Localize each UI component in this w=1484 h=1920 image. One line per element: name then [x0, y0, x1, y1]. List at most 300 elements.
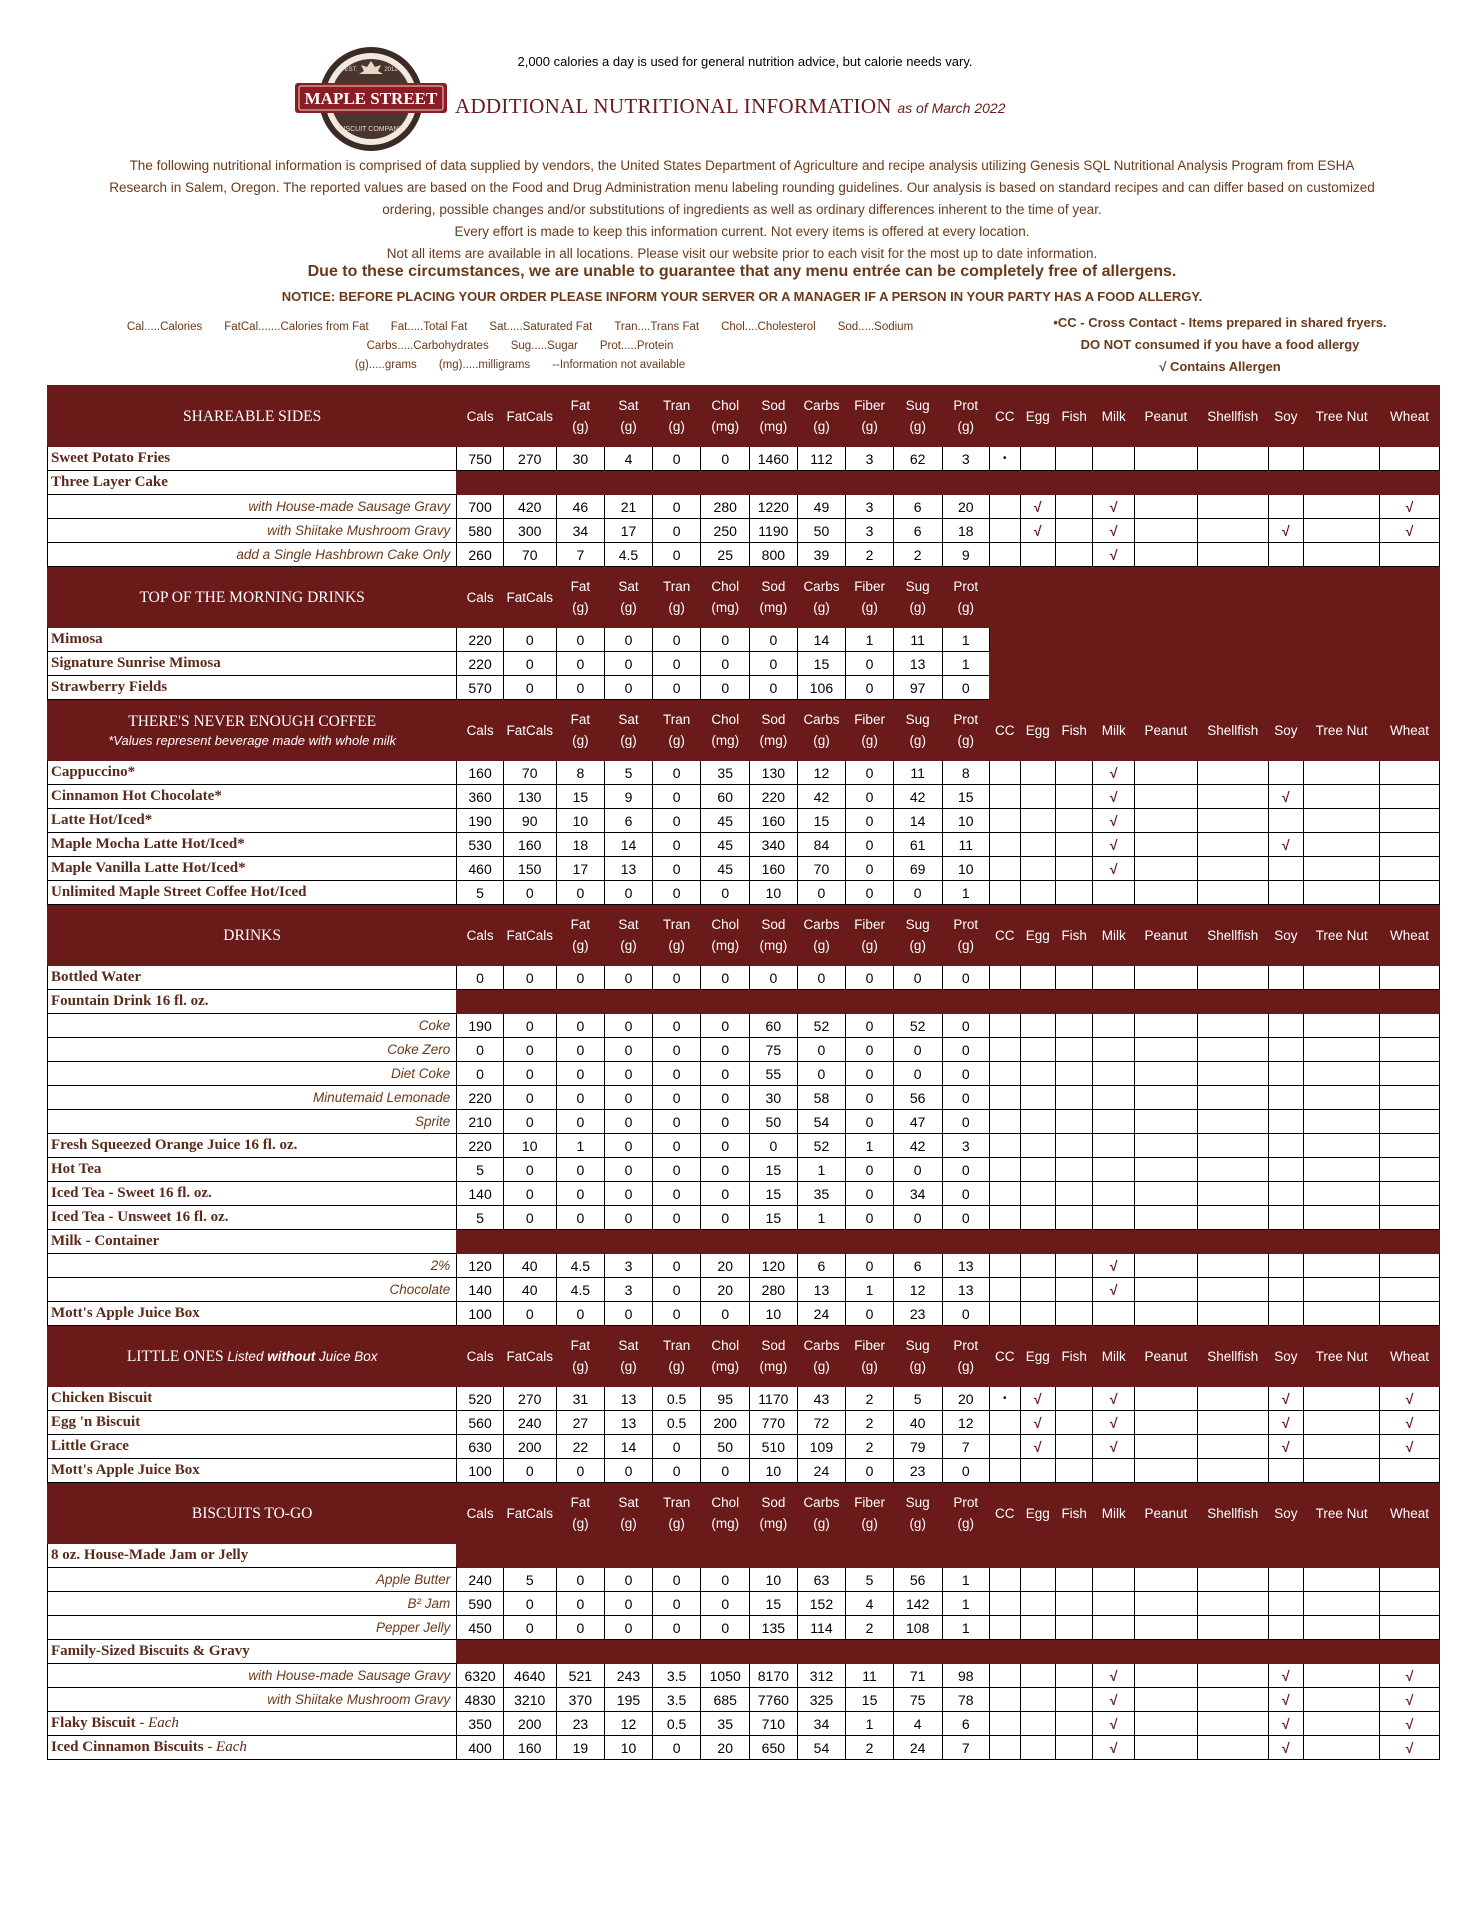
allergen-column-header: Fish: [1055, 386, 1092, 447]
nutrient-value: 0: [503, 1014, 556, 1038]
nutrient-column-header: [846, 1483, 894, 1544]
column-label: Sod: [761, 1495, 786, 1510]
allergen-check: [1055, 1134, 1092, 1158]
nutrient-column-header: [457, 1483, 504, 1544]
column-label: Fat: [570, 712, 591, 727]
allergen-check: √: [1020, 519, 1055, 543]
allergen-check: [1304, 1302, 1380, 1326]
column-unit: (g): [572, 600, 589, 615]
allergen-check: [1055, 1182, 1092, 1206]
nutrient-value: 0: [701, 1592, 750, 1616]
nutrient-value: 0: [846, 1158, 894, 1182]
allergen-check: [1134, 543, 1197, 567]
nutrient-value: 0: [846, 1062, 894, 1086]
allergen-check: [1020, 1134, 1055, 1158]
nutrient-value: 0: [503, 1062, 556, 1086]
nutrient-value: 0: [846, 1459, 894, 1483]
nutrient-value: 560: [457, 1411, 504, 1435]
allergen-check: [1197, 881, 1268, 905]
allergen-check: [1380, 1038, 1440, 1062]
column-label: Fat: [570, 1495, 591, 1510]
allergen-check: [1055, 833, 1092, 857]
intro-text: [55, 155, 1429, 265]
column-label: Prot: [953, 579, 979, 594]
allergen-check: [1304, 1206, 1380, 1230]
nutrient-value: 0: [652, 857, 701, 881]
allergen-check: [1197, 1459, 1268, 1483]
nutrient-value: 0: [797, 966, 846, 990]
allergen-check: [1380, 966, 1440, 990]
allergen-check: √: [1093, 857, 1135, 881]
calorie-advice-note: 2,000 calories a day is used for general nutrition advice, but calorie needs vary.: [517, 54, 973, 69]
allergen-check: [1134, 1712, 1197, 1736]
nutrient-value: 420: [503, 495, 556, 519]
nutrient-value: 0: [701, 1038, 750, 1062]
cross-contact-mark: [990, 1110, 1020, 1134]
nutrient-value: 0: [942, 1182, 990, 1206]
nutrient-value: 71: [893, 1664, 942, 1688]
allergen-check: [1055, 966, 1092, 990]
group-fill: [457, 1640, 1440, 1664]
nutrient-value: 0: [457, 966, 504, 990]
cross-contact-mark: [990, 761, 1020, 785]
allergen-column-header: Fish: [1055, 905, 1092, 966]
allergen-check: [1134, 881, 1197, 905]
nutrient-value: 0: [605, 1014, 653, 1038]
column-unit: (g): [572, 1516, 589, 1531]
nutrient-value: 0: [652, 1254, 701, 1278]
item-name: [48, 833, 457, 857]
allergen-column-header: Fish: [1055, 700, 1092, 761]
column-label: Chol: [711, 1495, 740, 1510]
nutrient-value: 0: [701, 1182, 750, 1206]
column-label: FatCals: [506, 589, 553, 605]
column-unit: (g): [572, 1359, 589, 1374]
item-row: [48, 1568, 1440, 1592]
allergen-check: [1304, 1459, 1380, 1483]
column-label: FatCals: [506, 722, 553, 738]
allergen-check: [1380, 1616, 1440, 1640]
legend-entry: Fat.....Total Fat: [390, 321, 468, 333]
nutrient-value: 0: [942, 1459, 990, 1483]
item-label: add a Single Hashbrown Cake Only: [236, 547, 451, 562]
nutrient-value: 0: [652, 543, 701, 567]
nutrient-value: 0: [750, 652, 798, 676]
nutrient-value: 142: [893, 1592, 942, 1616]
item-label: B² Jam: [407, 1596, 451, 1611]
item-row: [48, 1110, 1440, 1134]
column-label: Sat: [618, 579, 639, 594]
nutrient-value: 0: [846, 1182, 894, 1206]
column-unit: (g): [909, 600, 926, 615]
nutrient-value: 7760: [750, 1688, 798, 1712]
nutrient-value: 114: [797, 1616, 846, 1640]
item-label: Chocolate: [389, 1282, 451, 1297]
allergen-check: [1020, 1254, 1055, 1278]
nutrient-value: 220: [750, 785, 798, 809]
allergen-check: [1020, 833, 1055, 857]
allergen-check: √: [1093, 1411, 1135, 1435]
allergen-check: [1197, 833, 1268, 857]
nutrient-value: 60: [750, 1014, 798, 1038]
nutrient-value: 510: [750, 1435, 798, 1459]
column-label: Sat: [618, 398, 639, 413]
nutrient-value: 220: [457, 1086, 504, 1110]
nutrient-value: 13: [605, 1411, 653, 1435]
column-unit: (g): [861, 1359, 878, 1374]
item-row: [48, 1134, 1440, 1158]
group-fill: [457, 1230, 1440, 1254]
nutrient-column-header: [797, 1326, 846, 1387]
column-unit: (mg): [759, 419, 788, 434]
nutrient-value: 0: [701, 1302, 750, 1326]
group-fill: [457, 1544, 1440, 1568]
nutrient-value: 0: [846, 1302, 894, 1326]
nutrient-value: 24: [893, 1736, 942, 1760]
section-header-row: [48, 1483, 1440, 1544]
allergen-check: [1020, 785, 1055, 809]
nutrient-value: 340: [750, 833, 798, 857]
nutrient-column-header: [893, 1483, 942, 1544]
item-label: Hot Tea: [51, 1161, 102, 1177]
nutrient-value: 1: [942, 1568, 990, 1592]
nutrient-value: 109: [797, 1435, 846, 1459]
item-row: [48, 1688, 1440, 1712]
column-unit: (g): [620, 600, 637, 615]
nutrient-value: 22: [556, 1435, 605, 1459]
nutrient-value: 0: [750, 1134, 798, 1158]
section-title: [48, 1326, 457, 1387]
nutrient-value: 190: [457, 1014, 504, 1038]
nutrient-value: 450: [457, 1616, 504, 1640]
nutrient-value: 35: [797, 1182, 846, 1206]
column-label: Fat: [570, 1338, 591, 1353]
nutrient-value: 0: [652, 1592, 701, 1616]
allergen-column-header: Soy: [1268, 386, 1303, 447]
section-header-row: [48, 1326, 1440, 1387]
nutrient-value: 0: [652, 761, 701, 785]
allergen-check: [1055, 1688, 1092, 1712]
nutrient-value: 35: [701, 761, 750, 785]
nutrient-value: 0: [652, 1110, 701, 1134]
allergen-check: [1304, 1736, 1380, 1760]
nutrient-value: 195: [605, 1688, 653, 1712]
nutrient-value: 0: [556, 1158, 605, 1182]
cross-contact-mark: [990, 1278, 1020, 1302]
nutrient-value: 1: [846, 1134, 894, 1158]
section-title-extra: Listed: [223, 1348, 268, 1364]
allergen-check: [1093, 1086, 1135, 1110]
item-label: Chicken Biscuit: [51, 1390, 153, 1406]
nutrient-value: 19: [556, 1736, 605, 1760]
allergen-check: [1304, 1616, 1380, 1640]
nutrient-value: 1: [942, 652, 990, 676]
item-row: [48, 1459, 1440, 1483]
allergen-check: √: [1380, 1736, 1440, 1760]
nutrient-value: 800: [750, 543, 798, 567]
nutrient-value: 108: [893, 1616, 942, 1640]
allergen-check: [1134, 833, 1197, 857]
allergen-check: [1380, 1459, 1440, 1483]
nutrient-value: 0: [652, 447, 701, 471]
item-row: [48, 1278, 1440, 1302]
nutrient-value: 23: [893, 1302, 942, 1326]
nutrient-value: 0: [605, 1086, 653, 1110]
nutrient-value: 160: [457, 761, 504, 785]
allergen-check: [1197, 519, 1268, 543]
nutrient-value: 0: [701, 1134, 750, 1158]
column-unit: (g): [813, 1516, 830, 1531]
item-row: [48, 1712, 1440, 1736]
allergen-check: [1055, 1459, 1092, 1483]
column-label: Prot: [953, 398, 979, 413]
nutrient-value: 0: [503, 1302, 556, 1326]
allergen-check: [1093, 1134, 1135, 1158]
nutrient-value: 280: [750, 1278, 798, 1302]
nutrient-value: 0: [701, 628, 750, 652]
allergen-check: [1134, 447, 1197, 471]
allergen-check: [1268, 809, 1303, 833]
cross-contact-mark: [990, 1038, 1020, 1062]
legend-entry: (g).....grams: [354, 359, 417, 371]
allergen-check: [1134, 495, 1197, 519]
nutrient-value: 0: [652, 1435, 701, 1459]
allergen-check: [1380, 809, 1440, 833]
allergen-check: √: [1020, 1411, 1055, 1435]
item-label: Signature Sunrise Mimosa: [51, 655, 221, 671]
nutrient-value: 20: [701, 1254, 750, 1278]
nutrient-value: 0: [942, 966, 990, 990]
nutrient-value: 0: [605, 1038, 653, 1062]
allergen-check: [1134, 1014, 1197, 1038]
nutrient-value: 0: [556, 1592, 605, 1616]
item-label: Pepper Jelly: [375, 1620, 451, 1635]
column-label: Sug: [905, 1338, 930, 1353]
allergen-check: [1020, 809, 1055, 833]
item-name: [48, 628, 457, 652]
section-title-text: SHAREABLE SIDES: [183, 407, 322, 425]
column-unit: (mg): [711, 938, 740, 953]
allergen-check: √: [1093, 1688, 1135, 1712]
nutrient-column-header: [457, 386, 504, 447]
column-label: Carbs: [803, 1495, 840, 1510]
nutrient-value: 0: [503, 1459, 556, 1483]
allergen-column-header: Fish: [1055, 1326, 1092, 1387]
item-label: Sprite: [415, 1114, 451, 1129]
nutrient-value: 5: [605, 761, 653, 785]
allergen-check: [1380, 1302, 1440, 1326]
nutrient-value: 0: [652, 785, 701, 809]
column-label: Cals: [466, 1505, 494, 1521]
nutrient-value: 0: [846, 881, 894, 905]
cross-contact-mark: [990, 881, 1020, 905]
item-label: Iced Cinnamon Biscuits: [51, 1739, 204, 1755]
allergen-column-header: Shellfish: [1197, 386, 1268, 447]
nutrient-value: 69: [893, 857, 942, 881]
nutrient-value: 0: [556, 652, 605, 676]
column-label: Chol: [711, 1338, 740, 1353]
item-label: Fresh Squeezed Orange Juice 16 fl. oz.: [51, 1137, 298, 1153]
allergen-check: [1093, 1592, 1135, 1616]
nutrient-column-header: [942, 1483, 990, 1544]
allergen-check: [1304, 543, 1380, 567]
legend-entry: FatCal.......Calories from Fat: [224, 321, 369, 333]
allergen-check: [1268, 1592, 1303, 1616]
nutrient-column-header: [942, 386, 990, 447]
column-label: FatCals: [506, 927, 553, 943]
nutrient-value: 280: [701, 495, 750, 519]
header-fill: [990, 567, 1440, 628]
nutrient-value: 270: [503, 447, 556, 471]
column-unit: (g): [861, 1516, 878, 1531]
allergen-check: [1268, 1014, 1303, 1038]
item-label: with Shiitake Mushroom Gravy: [267, 523, 451, 538]
column-label: Carbs: [803, 579, 840, 594]
item-label: Coke: [418, 1018, 451, 1033]
nutrient-column-header: [893, 1326, 942, 1387]
nutrient-column-header: [942, 567, 990, 628]
allergen-check: [1134, 761, 1197, 785]
allergen-column-header: Wheat: [1380, 700, 1440, 761]
allergen-column-header: Soy: [1268, 905, 1303, 966]
nutrient-value: 135: [750, 1616, 798, 1640]
nutrient-value: 1: [942, 1592, 990, 1616]
column-unit: (mg): [711, 1516, 740, 1531]
nutrient-column-header: [701, 700, 750, 761]
allergen-check: [1020, 881, 1055, 905]
allergen-check: [1268, 966, 1303, 990]
item-label: Unlimited Maple Street Coffee Hot/Iced: [51, 884, 307, 900]
nutrient-value: 42: [893, 1134, 942, 1158]
column-label: Cals: [466, 722, 494, 738]
column-unit: (g): [861, 600, 878, 615]
nutrient-value: 0: [893, 1062, 942, 1086]
sub-item-name: [48, 1278, 457, 1302]
allergen-check: [1197, 1158, 1268, 1182]
nutrient-value: 1: [846, 628, 894, 652]
nutrient-value: 190: [457, 809, 504, 833]
nutrient-column-header: [556, 1326, 605, 1387]
allergen-check: [1268, 1254, 1303, 1278]
nutrient-value: 56: [893, 1086, 942, 1110]
column-label: Chol: [711, 398, 740, 413]
allergen-column-header: Peanut: [1134, 1326, 1197, 1387]
group-row: [48, 471, 1440, 495]
allergen-check: [1134, 519, 1197, 543]
nutrient-value: 14: [605, 833, 653, 857]
cross-contact-mark: [990, 1134, 1020, 1158]
nutrient-value: 75: [893, 1688, 942, 1712]
column-label: Sod: [761, 917, 786, 932]
nutrient-value: 0: [846, 761, 894, 785]
allergen-check: [1020, 1182, 1055, 1206]
nutrient-column-header: [846, 1326, 894, 1387]
sub-item-name: [48, 1062, 457, 1086]
item-row: [48, 1616, 1440, 1640]
allergen-check: [1134, 1688, 1197, 1712]
allergen-check: [1020, 543, 1055, 567]
allergen-column-header: Peanut: [1134, 905, 1197, 966]
allergen-check: [1380, 761, 1440, 785]
allergen-check: [1268, 1110, 1303, 1134]
item-label: Latte Hot/Iced*: [51, 812, 153, 828]
item-label: Maple Mocha Latte Hot/Iced*: [51, 836, 245, 852]
group-fill: [457, 990, 1440, 1014]
nutrient-value: 12: [605, 1712, 653, 1736]
allergen-check: [1268, 447, 1303, 471]
nutrient-value: 75: [750, 1038, 798, 1062]
legend-entry: Carbs.....Carbohydrates: [366, 340, 489, 352]
nutrient-value: 15: [797, 809, 846, 833]
allergen-check: √: [1268, 1435, 1303, 1459]
allergen-column-header: CC: [990, 386, 1020, 447]
allergen-check: [1304, 1062, 1380, 1086]
nutrient-value: 0: [556, 1062, 605, 1086]
nutrient-value: 3: [942, 1134, 990, 1158]
allergen-check: √: [1380, 1435, 1440, 1459]
nutrient-value: 2: [846, 1435, 894, 1459]
allergen-check: [1020, 966, 1055, 990]
allergen-check: [1055, 1086, 1092, 1110]
allergen-check: [1268, 1302, 1303, 1326]
nutrient-value: 0: [605, 1459, 653, 1483]
nutrient-value: 0: [652, 1062, 701, 1086]
nutrient-value: 100: [457, 1302, 504, 1326]
item-name: [48, 761, 457, 785]
column-unit: (g): [813, 938, 830, 953]
item-row: [48, 1387, 1440, 1411]
nutrient-value: 0: [846, 1014, 894, 1038]
allergen-check: [1055, 1712, 1092, 1736]
allergen-check: [1197, 1110, 1268, 1134]
allergen-check: [1020, 1459, 1055, 1483]
nutrient-value: 0: [942, 1062, 990, 1086]
nutrient-value: 5: [457, 1206, 504, 1230]
column-unit: (g): [620, 1516, 637, 1531]
nutrient-value: 0: [846, 857, 894, 881]
nutrient-value: 0: [846, 1110, 894, 1134]
nutrient-value: 20: [942, 1387, 990, 1411]
allergen-check: [1093, 1206, 1135, 1230]
nutrient-value: 4: [893, 1712, 942, 1736]
allergen-check: [1134, 1592, 1197, 1616]
nutrient-value: 18: [556, 833, 605, 857]
nutrient-value: 54: [797, 1110, 846, 1134]
allergen-check: [1093, 1158, 1135, 1182]
cross-contact-mark: [990, 1062, 1020, 1086]
allergen-check: √: [1093, 543, 1135, 567]
nutrient-value: 4: [605, 447, 653, 471]
allergen-check: [1134, 1278, 1197, 1302]
item-name: [48, 1411, 457, 1435]
nutrient-column-header: [556, 567, 605, 628]
column-label: Prot: [953, 1495, 979, 1510]
nutrient-value: 0: [503, 1038, 556, 1062]
group-name: Fountain Drink 16 fl. oz.: [48, 990, 457, 1014]
allergen-check: [1020, 1568, 1055, 1592]
group-row: [48, 1230, 1440, 1254]
allergen-check: [1055, 1206, 1092, 1230]
nutrient-value: 0: [701, 1062, 750, 1086]
allergen-check: √: [1268, 785, 1303, 809]
column-label: Chol: [711, 579, 740, 594]
nutrient-value: 0: [942, 1158, 990, 1182]
nutrient-value: 1: [797, 1158, 846, 1182]
nutrient-column-header: [457, 1326, 504, 1387]
allergen-check: [1055, 1110, 1092, 1134]
allergen-check: √: [1093, 833, 1135, 857]
nutrient-value: 11: [846, 1664, 894, 1688]
